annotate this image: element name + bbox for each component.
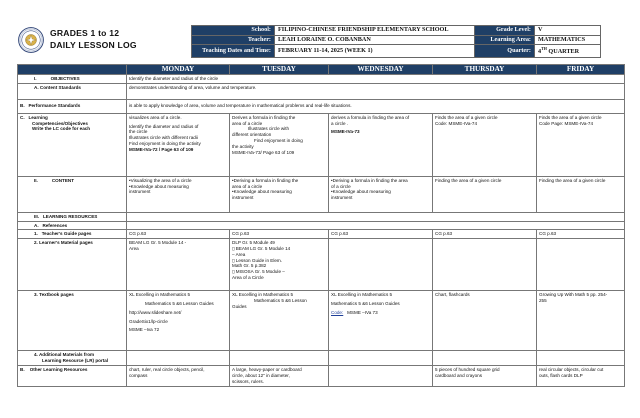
performance-standards-text: is able to apply knowledge of area, volume and temperature in mathematical problems and real-life situations.	[127, 99, 625, 113]
learners-material-tuesday: DLP Gr. 5 Module 49 ▯ BEAM LG Gr. 5 Module 14 – Area ▯ Lesson Guide in Elem. Math Gr. 5 p.382 ▯ MISOSA Gr. 5 Module – Area of a Circle	[230, 239, 329, 291]
teachers-guide-wednesday: CG p.63	[329, 230, 433, 239]
additional-monday	[127, 351, 230, 366]
grade-label: Grade Level:	[475, 26, 535, 36]
teachers-guide-thursday: CG p.63	[433, 230, 537, 239]
competencies-friday: Finds the area of a given circle Code Page: MSME-IVa-74	[537, 113, 625, 176]
textbook-pages-label: 3. Textbook pages	[18, 291, 127, 351]
teacher-value: LEAH LORAINE O. COBANBAN	[275, 35, 475, 45]
content-standards-text: demonstrates understanding of area, volume and temperature.	[127, 83, 625, 99]
days-header-row	[18, 65, 625, 75]
school-value: FILIPINO-CHINESE FRIENDSHIP ELEMENTARY SCHOOL	[275, 26, 475, 36]
day-friday: FRIDAY	[537, 65, 625, 75]
teachers-guide-friday: CG p.63	[537, 230, 625, 239]
references-label: A. References	[18, 221, 127, 230]
row-objectives	[18, 75, 625, 84]
dates-label: Teaching Dates and Time:	[192, 45, 275, 58]
row-textbook-pages	[18, 291, 625, 351]
competencies-label: C. Learning Competencies/Objectives Write the LC code for each	[18, 113, 127, 176]
other-friday: real circular objects, circular cut outs, flash cards DLP	[537, 366, 625, 386]
other-monday: chart, ruler, real circle objects, pencil, compass	[127, 366, 230, 386]
title-grades: GRADES 1 to 12	[50, 28, 120, 38]
references-empty	[127, 221, 625, 230]
textbook-friday: Growing Up With Math 5 pp. 254- 255	[537, 291, 625, 351]
additional-wednesday	[329, 351, 433, 366]
deped-seal-icon	[18, 27, 44, 53]
content-standards-label: A. Content Standards	[18, 83, 127, 99]
area-value: MATHEMATICS	[535, 35, 601, 45]
other-wednesday	[329, 366, 433, 386]
learners-material-wednesday	[329, 239, 433, 291]
additional-tuesday	[230, 351, 329, 366]
row-content	[18, 176, 625, 212]
additional-thursday	[433, 351, 537, 366]
row-learners-material	[18, 239, 625, 291]
teachers-guide-label: 1. Teacher's Guide pages	[18, 230, 127, 239]
learners-material-monday: BEAM LG Gr. 5 Module 14 - Area	[127, 239, 230, 291]
textbook-wednesday: XL Excelling in Mathematics 5 Mathematics 5 &6 Lesson Guides Code: MSME –IVa 73	[329, 291, 433, 351]
row-other-resources	[18, 366, 625, 386]
additional-materials-label: 4. Additional Materials from Learning Resource (LR) portal	[18, 351, 127, 366]
competencies-tuesday: Derives a formula in finding the area of a circle Illustrates circle with different orientation Find enjoyment in doing the activity MSME-IVa-73/ Page 63 of 109	[230, 113, 329, 176]
row-teachers-guide	[18, 230, 625, 239]
grade-value: V	[535, 26, 601, 36]
performance-standards-label: B. Performance Standards	[18, 99, 127, 113]
textbook-tuesday: XL Excelling in Mathematics 5 Mathematics 5 &6 Lesson Guides	[230, 291, 329, 351]
row-competencies	[18, 113, 625, 176]
other-tuesday: A large, heavy-paper or cardboard circle, about 12" in diameter, scissors, rulers.	[230, 366, 329, 386]
teachers-guide-tuesday: CG p.63	[230, 230, 329, 239]
content-tuesday: •Deriving a formula in finding the area of a circle •Knowledge about measuring instrument	[230, 176, 329, 212]
teacher-label: Teacher:	[192, 35, 275, 45]
learning-resources-empty	[127, 212, 625, 221]
learners-material-friday	[537, 239, 625, 291]
dates-value: FEBRUARY 11-14, 2025 (WEEK 1)	[275, 45, 475, 58]
textbook-thursday: Chart, flashcards	[433, 291, 537, 351]
day-tuesday: TUESDAY	[230, 65, 329, 75]
row-content-standards	[18, 83, 625, 99]
row-additional-materials	[18, 351, 625, 366]
content-label: II. CONTENT	[18, 176, 127, 212]
title-daily-lesson-log: DAILY LESSON LOG	[50, 40, 137, 50]
day-thursday: THURSDAY	[433, 65, 537, 75]
objectives-text: Identify the diameter and radius of the circle	[127, 75, 625, 84]
content-friday: Finding the area of a given circle	[537, 176, 625, 212]
learners-material-thursday	[433, 239, 537, 291]
row-learning-resources	[18, 212, 625, 221]
row-references	[18, 221, 625, 230]
quarter-value: 4TH QUARTER	[535, 45, 601, 58]
header-info-table	[191, 25, 601, 58]
objectives-label: I. OBJECTIVES	[18, 75, 127, 84]
learning-resources-label: III. LEARNING RESOURCES	[18, 212, 127, 221]
learners-material-label: 2. Learner's Material pages	[18, 239, 127, 291]
lesson-log-table	[17, 64, 625, 387]
blank-corner	[18, 65, 127, 75]
competencies-monday: visualizes area of a circle. Identify the diameter and radius of the circle Illustrates circle with different radii Find enjoyment in doing the activity MSME-IVa-72 / Page 63 of 109	[127, 113, 230, 176]
other-thursday: 5 pieces of hundred square grid cardboard and crayons	[433, 366, 537, 386]
code-link[interactable]: Code:	[331, 309, 344, 315]
day-wednesday: WEDNESDAY	[329, 65, 433, 75]
competencies-thursday: Finds the area of a given circle Code: MSME-IVa-74	[433, 113, 537, 176]
content-monday: •Visualizing the area of a circle •Knowledge about measuring instrument	[127, 176, 230, 212]
row-performance-standards	[18, 99, 625, 113]
content-thursday: Finding the area of a given circle	[433, 176, 537, 212]
school-label: School:	[192, 26, 275, 36]
content-wednesday: •Deriving a formula in finding the area of a circle •Knowledge about measuring instrument	[329, 176, 433, 212]
other-resources-label: B. Other Learning Resources	[18, 366, 127, 386]
area-label: Learning Area:	[475, 35, 535, 45]
additional-friday	[537, 351, 625, 366]
competencies-wednesday: derives a formula in finding the area of a circle . MSME-IVa-73	[329, 113, 433, 176]
textbook-monday: XL Excelling in Mathematics 5 Mathematics 5 &6 Lesson Guides http://www.slideshare.net/ GradeSix1/lp-circle MSME –Iva 72	[127, 291, 230, 351]
quarter-label: Quarter:	[475, 45, 535, 58]
teachers-guide-monday: CG p.63	[127, 230, 230, 239]
day-monday: MONDAY	[127, 65, 230, 75]
